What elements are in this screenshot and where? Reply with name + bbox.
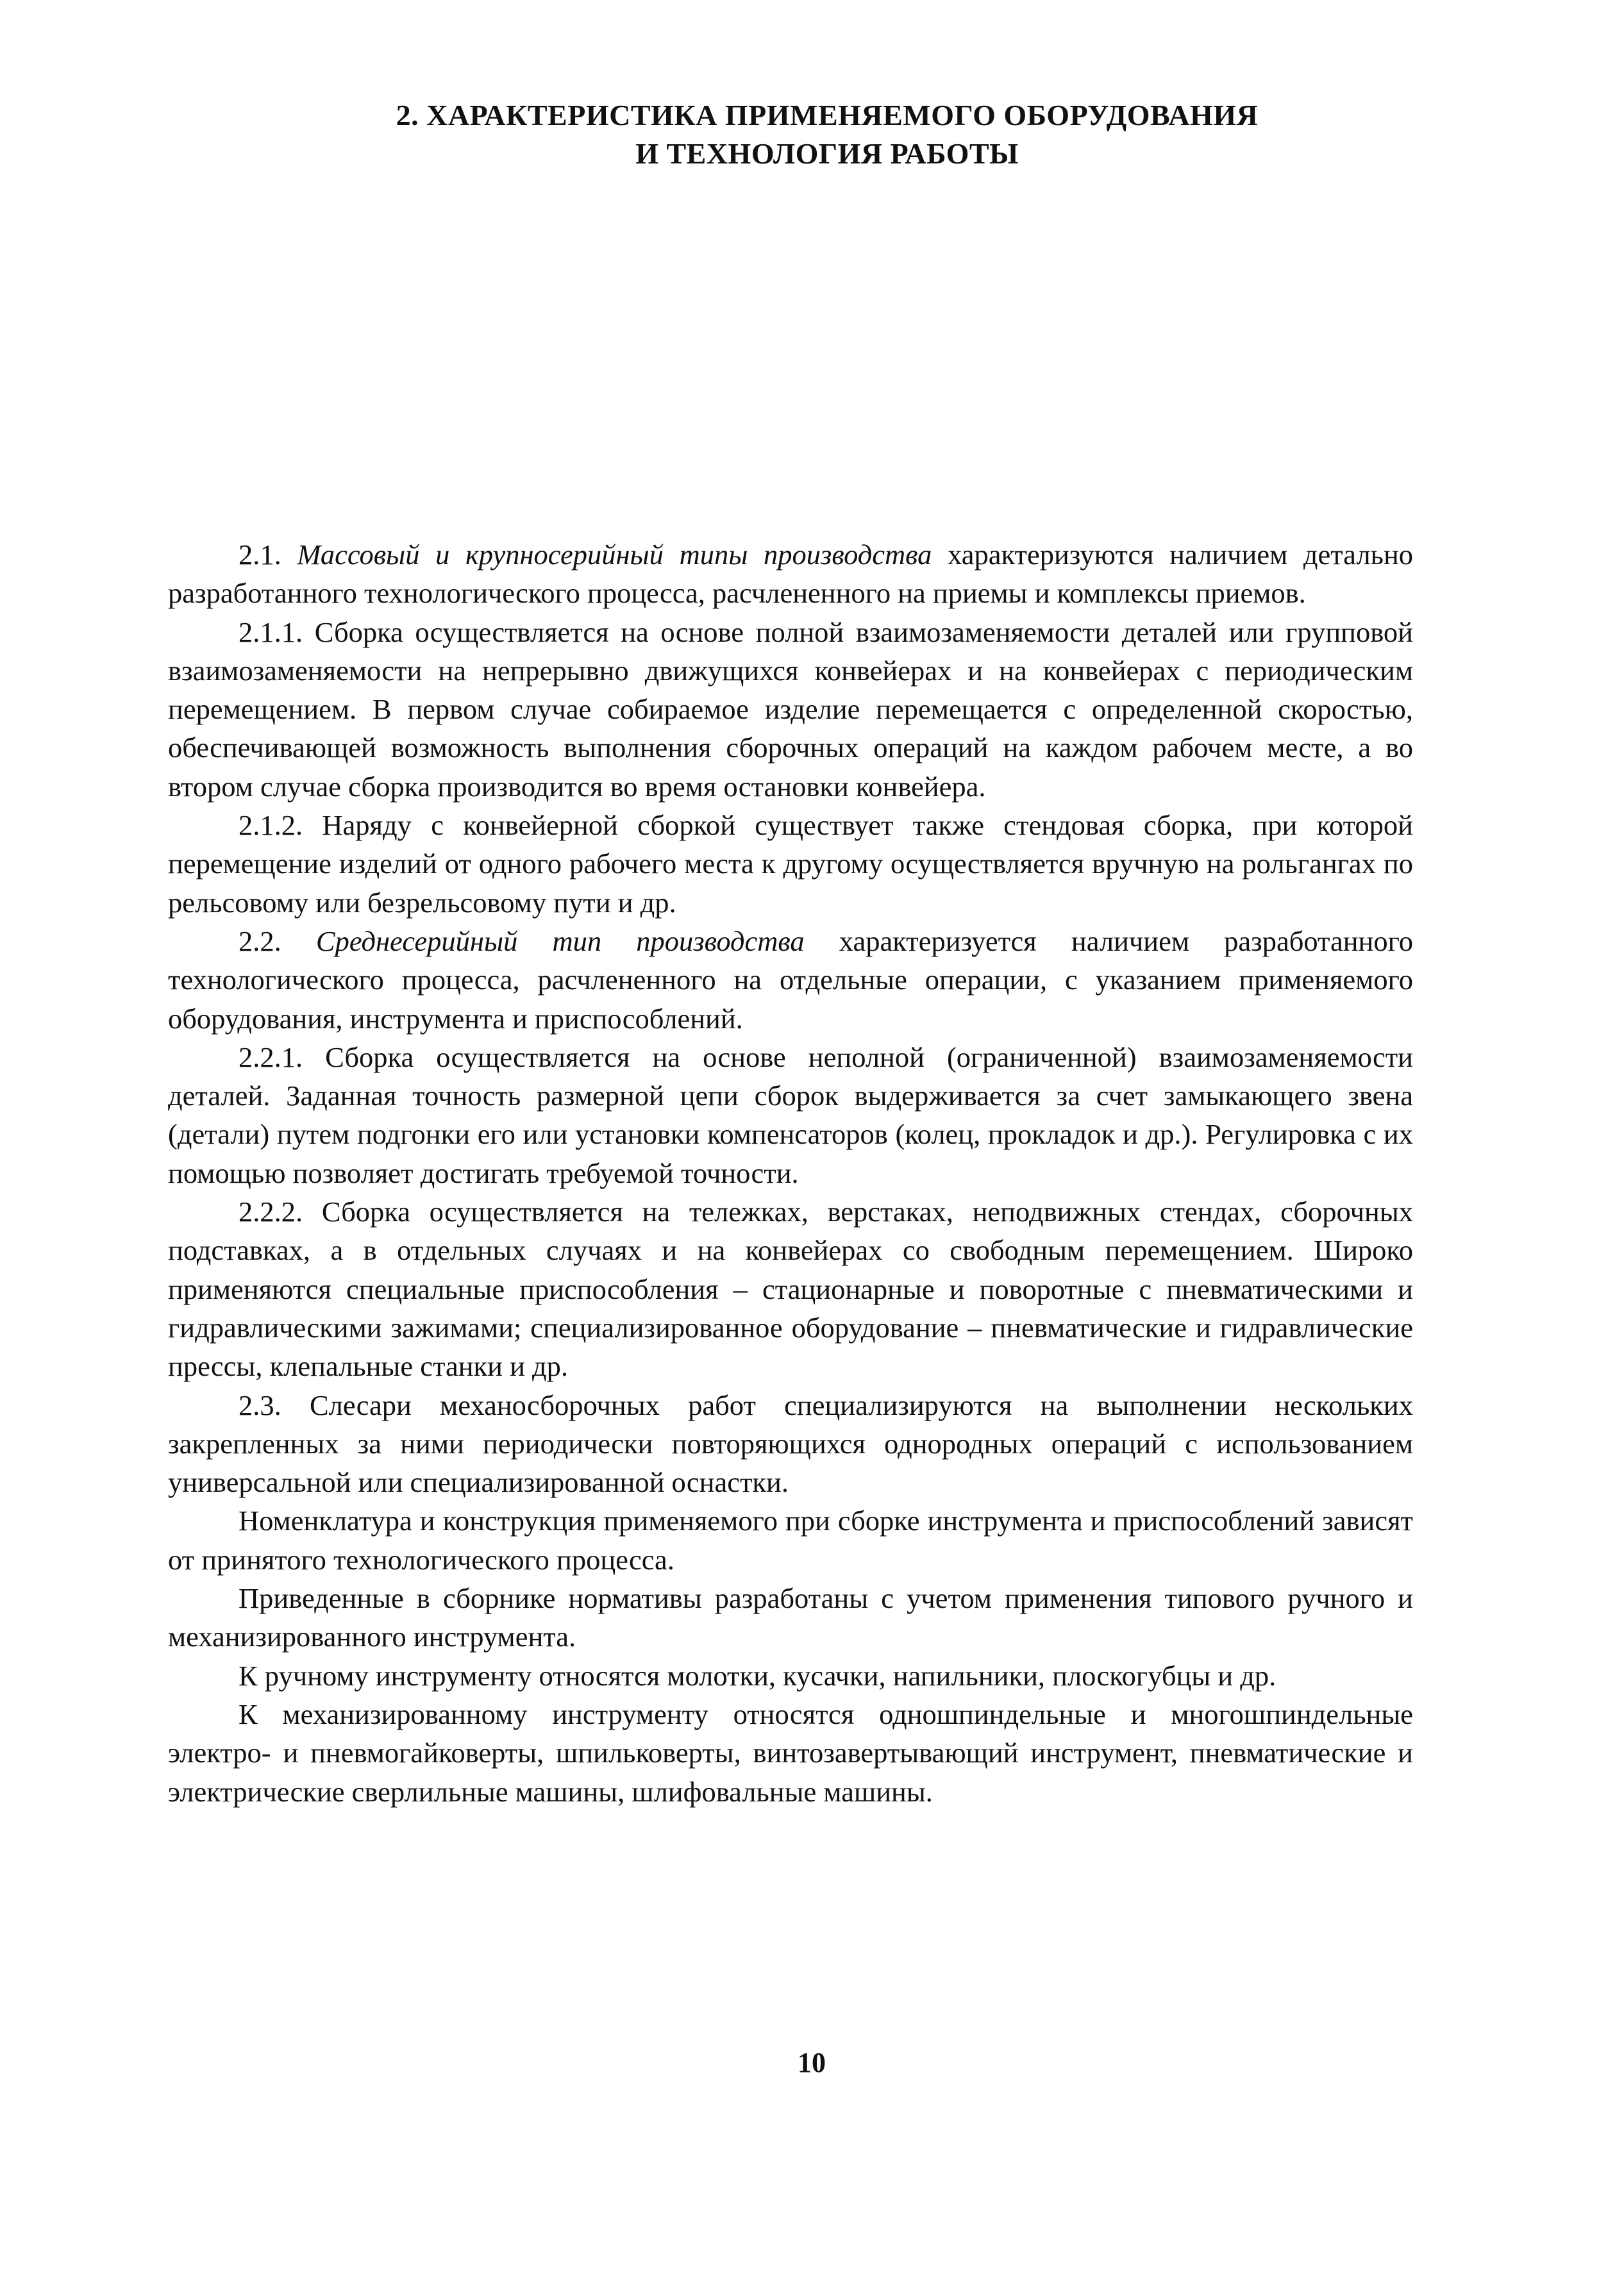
paragraph-norms (168, 1579, 1413, 1657)
paragraph-2-1-2 (168, 806, 1413, 922)
paragraph-number: 2.2.1. (239, 1040, 303, 1073)
paragraph-text: характеризуется наличием разработанного технологического процесса, расчлененного на отдельные операции, с указанием применяемого оборудования, инструмента и приспособлений. (168, 924, 1414, 1035)
paragraph-number: 2.3. (239, 1389, 281, 1421)
paragraph-italic-term: Среднесерийный тип производства (315, 924, 805, 957)
section-heading-line-1: 2. ХАРАКТЕРИСТИКА ПРИМЕНЯЕМОГО ОБОРУДОВАНИЯ (396, 99, 1259, 131)
paragraph-nomenclature (168, 1501, 1413, 1579)
paragraph-text: Сборка осуществляется на тележках, верстаках, неподвижных стендах, сборочных подставках, а в отдельных случаях и на конвейерах со свободным перемещением. Широко применяются специальные приспособления – стационарные и поворотные с пневматическими и гидравлическими зажимами; специализированное оборудование – пневматические и гидравлические прессы, клепальные станки и др. (168, 1196, 1413, 1383)
paragraph-text: Слесари механосборочных работ специализируются на выполнении нескольких закрепленных за ними периодически повторяющихся однородных операций с использованием универсальной или специализированной оснастки. (168, 1389, 1413, 1499)
paragraph-2-2-2 (168, 1192, 1413, 1385)
paragraph-text: Сборка осуществляется на основе полной взаимозаменяемости деталей или групповой взаимозаменяемости на непрерывно движущихся конвейерах и на конвейерах с периодическим перемещением. В первом случае собираемое изделие перемещается с определенной скоростью, обеспечивающей возможность выполнения сборочных операций на каждом рабочем месте, а во втором случае сборка производится во время остановки конвейера. (168, 615, 1413, 803)
paragraph-text: Приведенные в сборнике нормативы разработаны с учетом применения типового ручного и механизированного инструмента. (168, 1582, 1413, 1653)
section-heading-line-2: И ТЕХНОЛОГИЯ РАБОТЫ (635, 137, 1019, 170)
paragraph-2-3 (168, 1386, 1413, 1502)
paragraph-number: 2.2. (239, 924, 281, 957)
page-number: 10 (798, 2047, 826, 2078)
paragraph-text: Номенклатура и конструкция применяемого при сборке инструмента и приспособлений зависят от принятого технологического процесса. (168, 1505, 1413, 1576)
paragraph-power-tools (168, 1695, 1413, 1811)
paragraph-text: К механизированному инструменту относятся одношпиндельные и многошпиндельные электро- и пневмогайковерты, шпильковерты, винтозавертывающий инструмент, пневматические и электрические сверлильные машины, шлифовальные машины. (168, 1698, 1413, 1808)
paragraph-text: характеризуются наличием детально разработанного технологического процесса, расчлененного на приемы и комплексы приемов. (168, 538, 1414, 610)
paragraph-number: 2.1.1. (239, 615, 303, 648)
paragraph-number: 2.1.2. (239, 809, 303, 842)
paragraph-number: 2.2.2. (239, 1196, 303, 1228)
paragraph-text: Сборка осуществляется на основе неполной (ограниченной) взаимозаменяемости деталей. Заданная точность размерной цепи сборок выдерживается за счет замыкающего звена (детали) путем подгонки его или установки компенсаторов (колец, прокладок и др.). Регулировка с их помощью позволяет достигать требуемой точности. (168, 1040, 1413, 1189)
paragraph-number: 2.1. (239, 538, 281, 571)
paragraph-italic-term: Массовый и крупносерийный типы производства (297, 538, 932, 571)
paragraph-text: К ручному инструменту относятся молотки, кусачки, напильники, плоскогубцы и др. (239, 1659, 1277, 1692)
paragraph-2-2-1 (168, 1038, 1413, 1192)
paragraph-2-1 (168, 535, 1413, 613)
paragraph-2-1-1 (168, 613, 1413, 806)
paragraph-text: Наряду с конвейерной сборкой существует также стендовая сборка, при которой перемещение изделий от одного рабочего места к другому осуществляется вручную на рольгангах по рельсовому или безрельсовому пути и др. (168, 809, 1413, 919)
body-text (168, 535, 1413, 1811)
section-heading (154, 96, 1500, 173)
paragraph-2-2 (168, 922, 1413, 1038)
paragraph-hand-tools (168, 1657, 1413, 1695)
